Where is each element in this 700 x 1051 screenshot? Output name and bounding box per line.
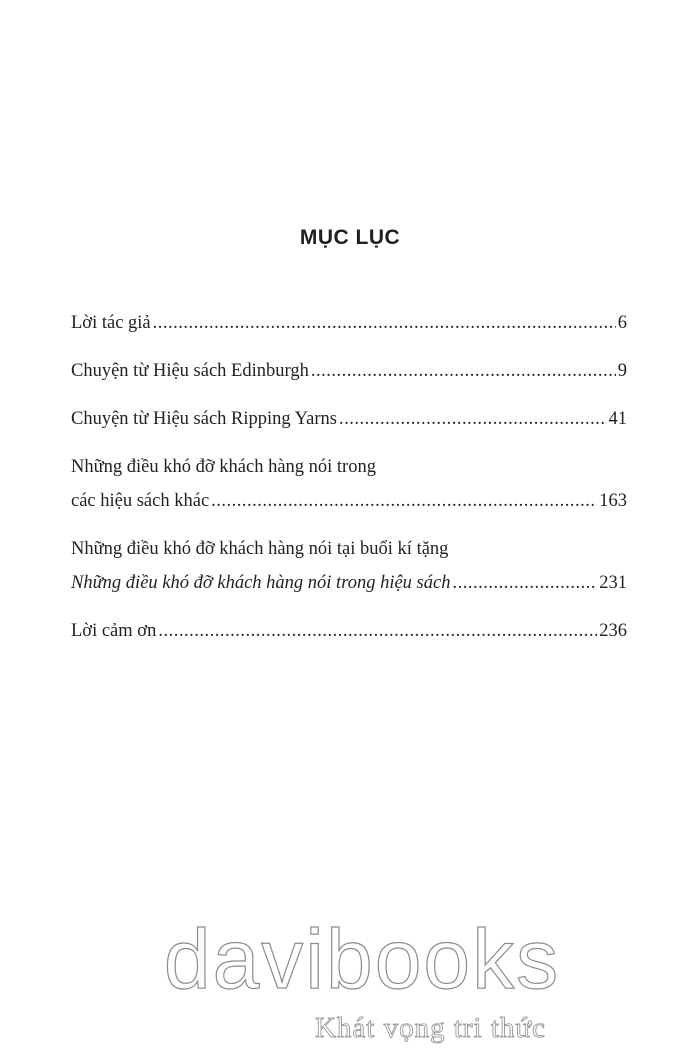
toc-entry-page: 41 [608,409,627,429]
watermark-brand: davibooks [163,912,561,1006]
toc-entry-label: Lời cảm ơn [71,621,157,641]
toc-entry-other-bookshops[interactable] [71,450,627,518]
toc-leader-dots [211,484,597,518]
toc-entry-page: 231 [599,573,627,593]
toc-entry-edinburgh[interactable] [71,354,627,388]
toc-entry-page: 236 [599,621,627,641]
page-title: MỤC LỤC [299,226,401,249]
toc-entry-page: 9 [617,361,627,381]
toc-leader-dots [158,614,597,648]
table-of-contents [71,306,627,662]
toc-leader-dots [311,354,616,388]
watermark-slogan: Khát vọng tri thức [314,1012,546,1044]
toc-entry-label-line1: Những điều khó đỡ khách hàng nói trong [71,457,376,477]
toc-leader-dots [339,402,607,436]
toc-entry-label: Chuyện từ Hiệu sách Edinburgh [71,361,309,381]
toc-entry-book-signing[interactable] [71,532,627,600]
toc-entry-label-line2: Những điều khó đỡ khách hàng nói trong hiệu sách [71,573,451,593]
publisher-watermark [0,912,700,1044]
toc-leader-dots [153,306,616,340]
toc-entry-label-line2: các hiệu sách khác [71,491,210,511]
toc-entry-label: Lời tác giả [71,313,151,333]
toc-entry-acknowledgements[interactable] [71,614,627,648]
toc-leader-dots [452,566,597,600]
toc-entry-author-note[interactable] [71,306,627,340]
toc-entry-page: 163 [599,491,627,511]
toc-entry-label-line1: Những điều khó đỡ khách hàng nói tại buổi kí tặng [71,539,449,559]
toc-entry-ripping-yarns[interactable] [71,402,627,436]
toc-entry-label: Chuyện từ Hiệu sách Ripping Yarns [71,409,337,429]
toc-entry-page: 6 [617,313,627,333]
